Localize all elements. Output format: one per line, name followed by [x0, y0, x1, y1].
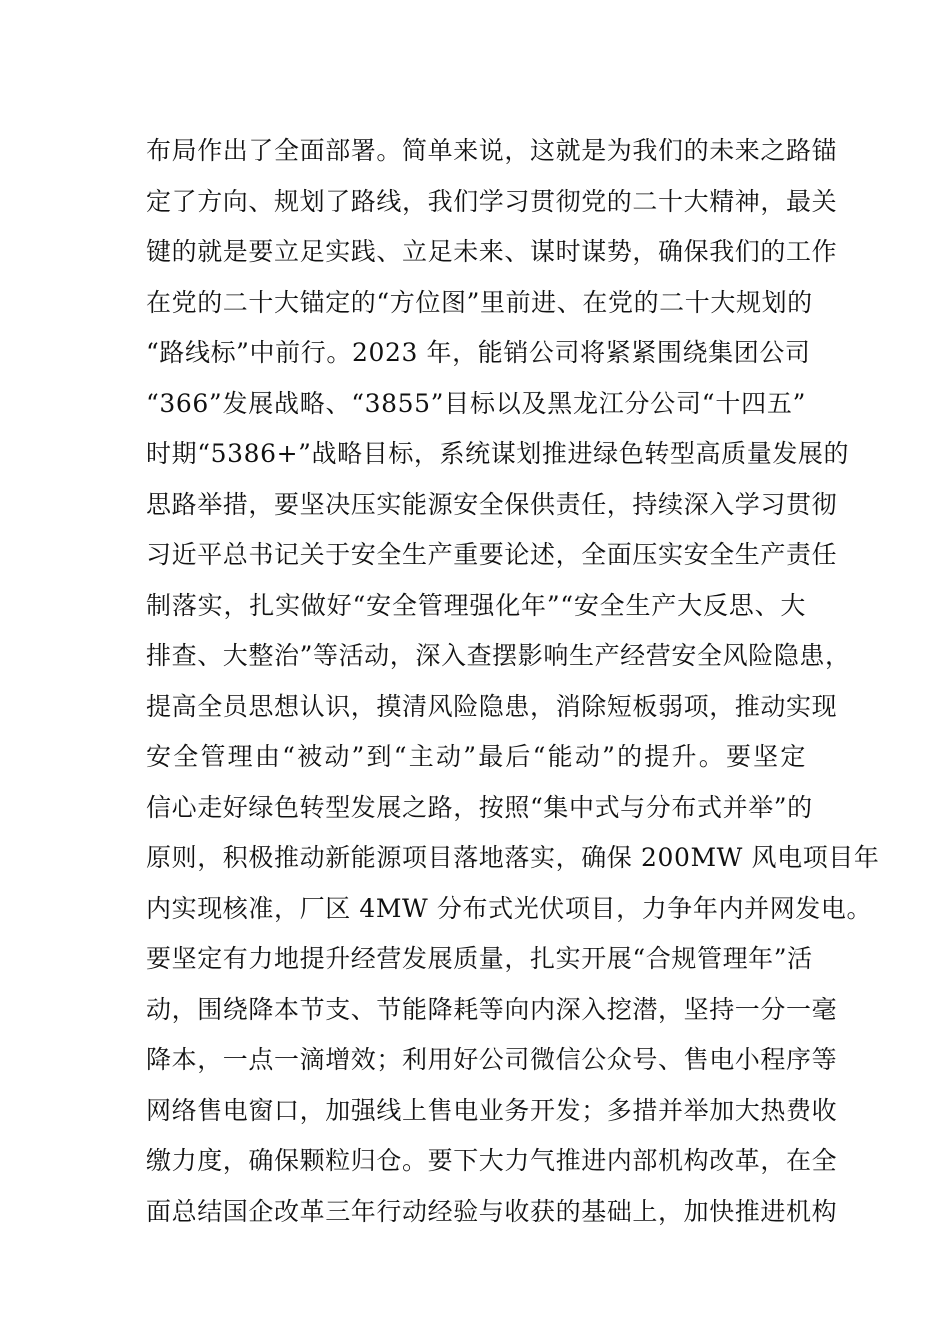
text-line-7: 时期“5386+”战略目标，系统谋划推进绿色转型高质量发展的 — [146, 439, 850, 468]
text-line-8: 思路举措，要坚决压实能源安全保供责任，持续深入学习贯彻 — [146, 489, 838, 519]
text-line-4: 在党的二十大锚定的“方位图”里前进、在党的二十大规划的 — [146, 287, 813, 317]
text-line-18: 动，围绕降本节支、节能降耗等向内深入挖潜，坚持一分一毫 — [146, 994, 838, 1024]
text-line-13: 安全管理由“被动”到“主动”最后“能动”的提升。要坚定 — [146, 742, 806, 771]
body-text — [146, 126, 880, 1237]
text-line-3: 键的就是要立足实践、立足未来、谋时谋势，确保我们的工作 — [146, 237, 838, 266]
text-line-15: 原则，积极推动新能源项目落地落实，确保 200MW 风电项目年 — [146, 843, 880, 872]
text-line-21: 缴力度，确保颗粒归仓。要下大力气推进内部机构改革，在全 — [146, 1146, 838, 1175]
text-line-14: 信心走好绿色转型发展之路，按照“集中式与分布式并举”的 — [146, 792, 813, 822]
text-line-16: 内实现核准，厂区 4MW 分布式光伏项目，力争年内并网发电。 — [146, 893, 873, 923]
text-line-12: 提高全员思想认识，摸清风险隐患，消除短板弱项，推动实现 — [146, 691, 838, 721]
text-line-11: 排查、大整治”等活动，深入查摆影响生产经营安全风险隐患， — [146, 641, 851, 670]
text-line-22: 面总结国企改革三年行动经验与收获的基础上，加快推进机构 — [146, 1196, 838, 1226]
text-line-9: 习近平总书记关于安全生产重要论述，全面压实安全生产责任 — [146, 540, 838, 569]
text-line-10: 制落实，扎实做好“安全管理强化年”“安全生产大反思、大 — [146, 590, 806, 620]
text-line-5: “路线标”中前行。2023 年，能销公司将紧紧围绕集团公司 — [146, 338, 811, 367]
text-line-2: 定了方向、规划了路线，我们学习贯彻党的二十大精神，最关 — [146, 186, 838, 216]
text-line-6: “366”发展战略、“3855”目标以及黑龙江分公司“十四五” — [146, 388, 806, 418]
text-line-17: 要坚定有力地提升经营发展质量，扎实开展“合规管理年”活 — [146, 944, 813, 973]
text-line-1: 布局作出了全面部署。简单来说，这就是为我们的未来之路锚 — [146, 136, 838, 165]
text-line-20: 网络售电窗口，加强线上售电业务开发；多措并举加大热费收 — [146, 1095, 838, 1125]
text-line-19: 降本，一点一滴增效；利用好公司微信公众号、售电小程序等 — [146, 1045, 838, 1074]
